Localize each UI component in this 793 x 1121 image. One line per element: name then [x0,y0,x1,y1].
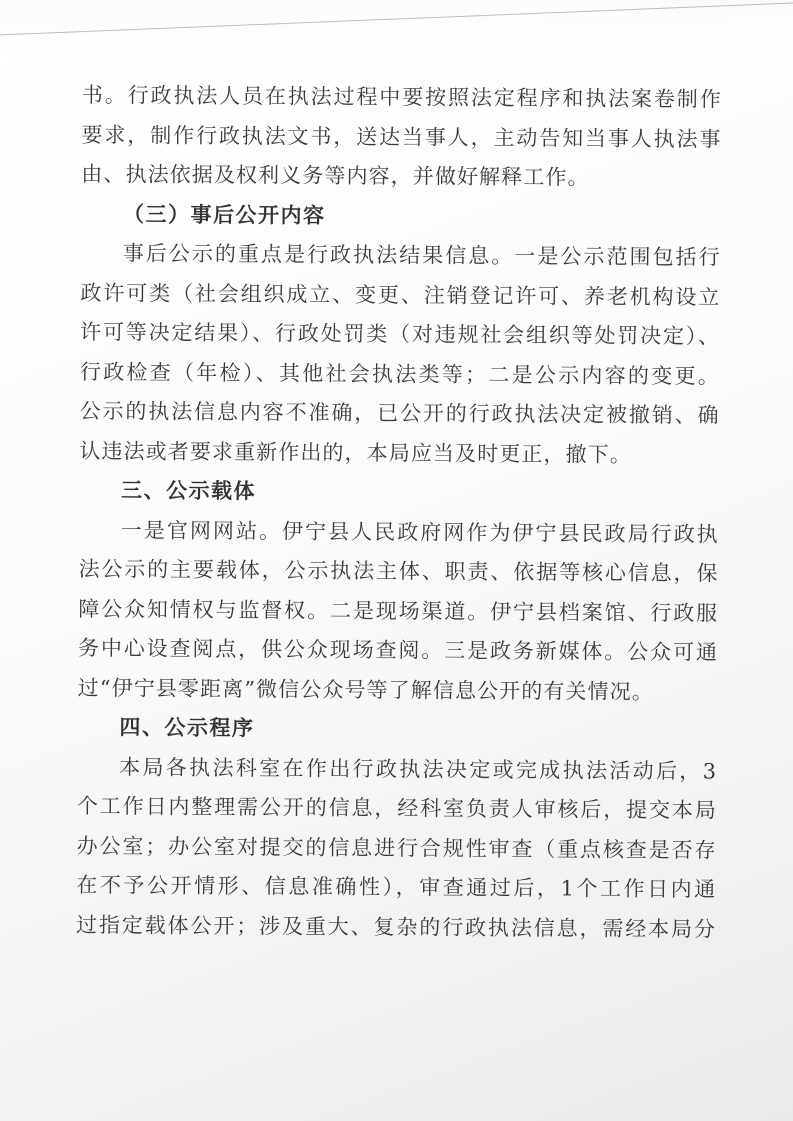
section-heading-disclosure-carrier: 三、公示载体 [121,478,257,504]
text-line: 务中心设查阅点，供公众现场查阅。三是政务新媒体。公众可通 [77,635,719,665]
text-line: 许可等决定结果）、行政处罚类（对违规社会组织等处罚决定）、 [80,319,721,349]
document-page [76,76,722,949]
paragraph-4 [76,747,717,949]
text-line: 一是官网网站。伊宁县人民政府网作为伊宁县民政局行政执 [120,517,719,546]
text-line: 书。行政执法人员在执法过程中要按照法定程序和执法案卷制作 [81,82,722,112]
section-heading-disclosure-procedure: 四、公示程序 [119,715,255,741]
text-line: 障公众知情权与监督权。二是现场渠道。伊宁县档案馆、行政服 [78,596,719,625]
paragraph-2 [79,234,721,475]
text-line: 行政检查（年检）、其他社会执法类等；二是公示内容的变更。 [79,359,721,388]
text-line: 由、执法依据及权利义务等内容，并做好解释工作。 [81,161,590,190]
text-line: 过指定载体公开；涉及重大、复杂的行政执法信息，需经本局分 [75,912,717,941]
paragraph-1 [81,76,722,199]
text-line: 事后公示的重点是行政执法结果信息。一是公示范围包括行 [122,241,721,270]
text-line: 法公示的主要载体，公示执法主体、职责、依据等核心信息，保 [78,556,719,586]
text-line: 政许可类（社会组织成立、变更、注销登记许可、养老机构设立 [80,280,721,309]
text-line: 个工作日内整理需公开的信息，经科室负责人审核后，提交本局 [76,793,717,823]
text-line: 办公室；办公室对提交的信息进行合规性审查（重点核查是否存 [76,833,717,862]
text-line: 过“伊宁县零距离”微信公众号等了解信息公开的有关情况。 [77,675,654,704]
text-line: 要求，制作行政执法文书，送达当事人，主动告知当事人执法事 [81,122,722,151]
text-line: 在不予公开情形、信息准确性），审查通过后，1个工作日内通 [76,872,717,902]
paragraph-3 [78,510,719,712]
section-heading-post-disclosure: （三）事后公开内容 [122,201,326,228]
text-line: 认违法或者要求重新作出的，本局应当及时更正，撤下。 [79,438,632,467]
text-line: 公示的执法信息内容不准确，已公开的行政执法决定被撤销、确 [79,398,720,428]
text-line: 本局各执法科室在作出行政执法决定或完成执法活动后，3 [119,754,718,783]
